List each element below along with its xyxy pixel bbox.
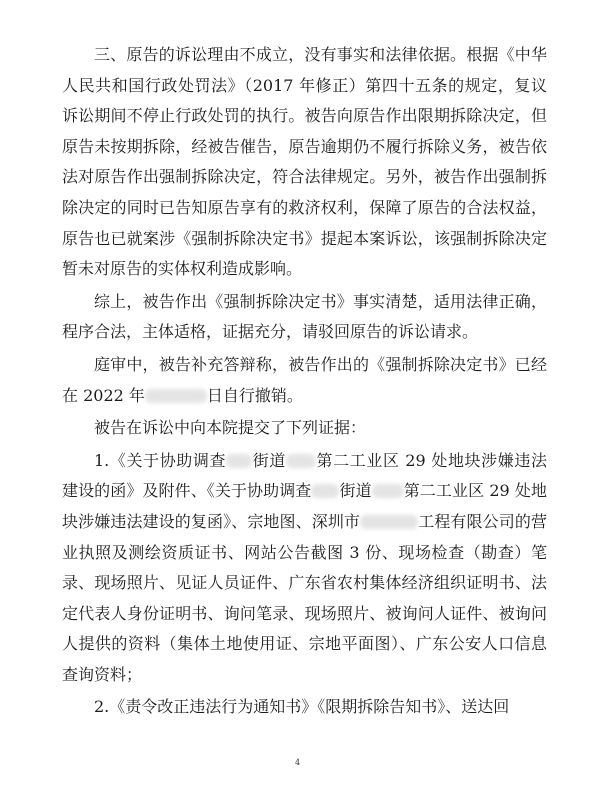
paragraph-text: 三、原告的诉讼理由不成立，没有事实和法律依据。根据《中华人民共和国行政处罚法》（2017 年修正）第四十五条的规定，复议诉讼期间不停止行政处罚的执行。被告向原告作出限期拆除决定，但原告未按期拆除，经被告催告，原告逾期仍不履行拆除义务，被告依法对原告作出强制拆除决定，符合法律规定。另外，被告作出强制拆除决定的同时已告知原告享有的救济权利，保障了原告的合法权益，原告也已就案涉《强制拆除决定书》提起本案诉讼，该强制拆除决定暂未对原告的实体权利造成影响。	[62, 45, 547, 279]
redacted-text	[372, 484, 404, 498]
paragraph-text: 综上，被告作出《强制拆除决定书》事实清楚，适用法律正确，程序合法，主体适格，证据充分，请驳回原告的诉讼请求。	[62, 291, 547, 342]
paragraph-conclusion	[62, 287, 547, 348]
paragraph-argument-three	[62, 40, 547, 285]
redacted-text	[286, 454, 316, 468]
paragraph-text: 工程有限公司的营业执照及测绘资质证书、网站公告截图 3 份、现场检查（勘查）笔录、现场照片、见证人员证件、广东省农村集体经济组织证明书、法定代表人身份证明书、询问笔录、现场照片、被询问人证件、被询问人提供的资料（集体土地使用证、宗地平面图）、广东公安人口信息查询资料；	[62, 511, 547, 684]
paragraph-text: 被告在诉讼中向本院提交了下列证据：	[94, 418, 367, 438]
paragraph-text: 街道	[252, 450, 286, 470]
paragraph-text: 日自行撤销。	[206, 385, 303, 405]
document-body	[62, 40, 547, 725]
paragraph-court-hearing	[62, 350, 547, 411]
paragraph-evidence-item-2	[62, 692, 547, 723]
paragraph-text: 2.《责令改正违法行为通知书》《限期拆除告知书》、送达回	[94, 697, 510, 717]
paragraph-text: 第二工业区 29 处地块涉嫌违法建设的复函》、宗地图、深圳市	[62, 481, 547, 531]
paragraph-text: 街道	[339, 481, 372, 501]
paragraph-text: 第二工业区 29 处地块涉嫌违法建设的函》及附件、《关于协助调查	[62, 450, 547, 501]
page-number: 4	[294, 758, 301, 767]
redacted-text	[311, 484, 339, 498]
redacted-text	[226, 454, 252, 468]
paragraph-text: 1.《关于协助调查	[94, 450, 227, 470]
redacted-company-name	[360, 515, 418, 529]
paragraph-evidence-intro	[62, 413, 547, 444]
redacted-date	[145, 389, 207, 403]
paragraph-evidence-item-1	[62, 446, 547, 691]
paragraph-text: 庭审中，被告补充答辩称，被告作出的《强制拆除决定书》已经在 2022 年	[62, 354, 547, 405]
